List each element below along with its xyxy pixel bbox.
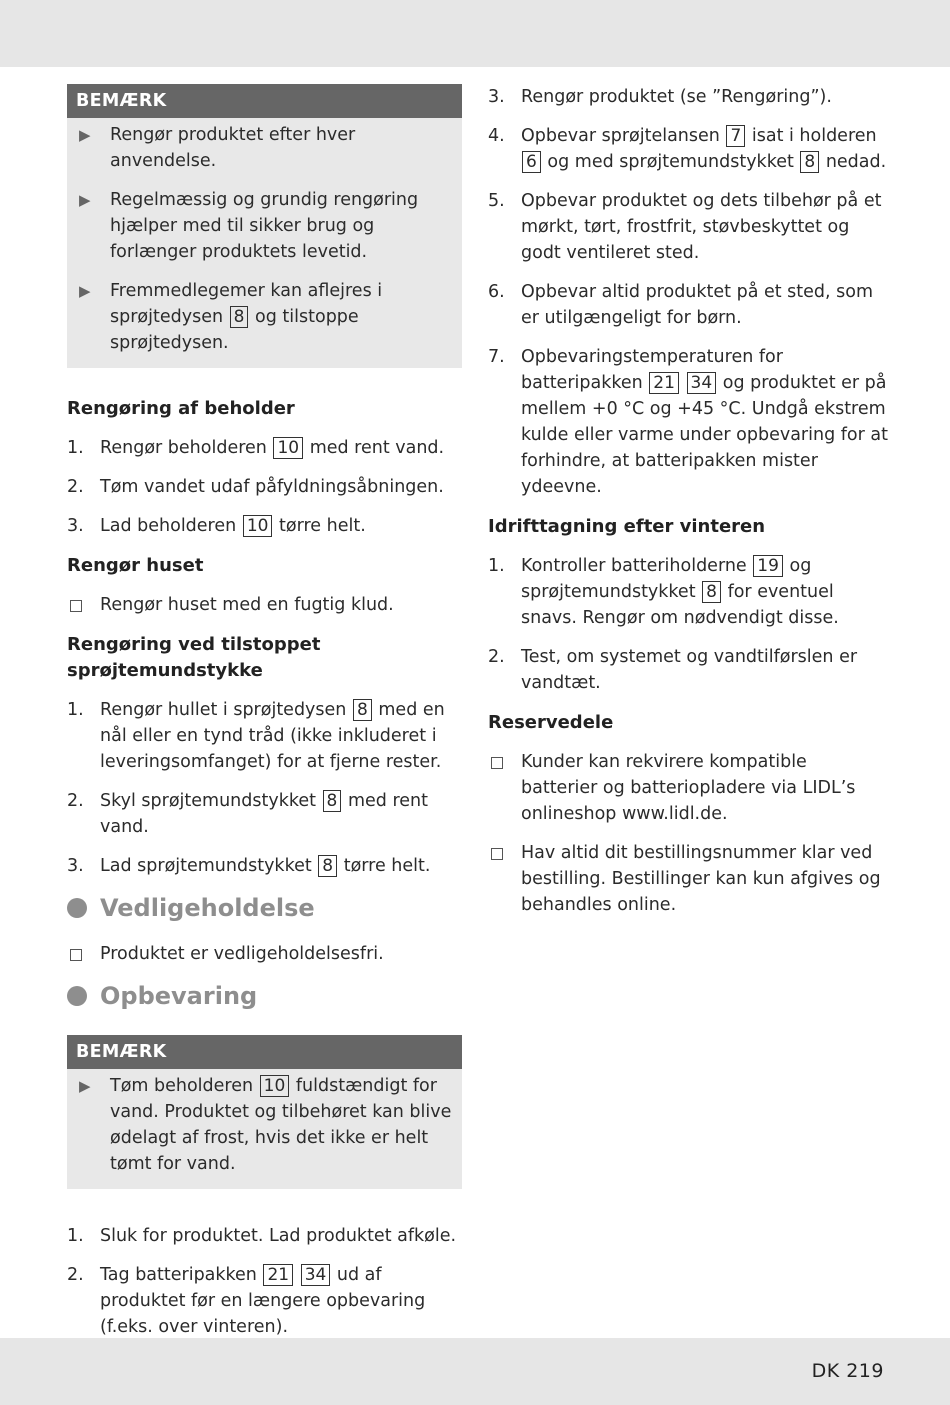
triangle-bullet-icon: ▶ — [79, 282, 91, 300]
part-reference: 8 — [318, 855, 337, 877]
nozzle-steps — [67, 697, 462, 879]
list-item: 3. Lad sprøjtemundstykket 8 tørre helt. — [67, 856, 431, 876]
spare-parts-list — [488, 749, 888, 918]
note-text: Fremmedlegemer kan aflejres i sprøjtedysen 8 og tilstoppe sprøjtedysen. — [110, 281, 383, 353]
note-title: BEMÆRK — [67, 84, 462, 118]
list-item: Hav altid dit bestillingsnummer klar ved bestilling. Bestillinger kan kun afgives og behandles online. — [488, 840, 888, 918]
list-item: 1. Rengør beholderen 10 med rent vand. — [67, 438, 445, 458]
note-text: Rengør produktet efter hver anvendelse. — [110, 125, 356, 171]
square-bullet-icon — [488, 749, 521, 827]
list-item: 1. Sluk for produktet. Lad produktet afkøle. — [67, 1226, 457, 1246]
container-steps — [67, 435, 462, 539]
part-reference: 21 — [263, 1264, 293, 1286]
triangle-bullet-icon: ▶ — [79, 191, 91, 209]
list-item: 7. Opbevaringstemperaturen for batteripakken 21 34 og produktet er på mellem +0 °C og +45 °C. Undgå ekstrem kulde eller varme under opbevaring for at forhindre, at batteripakken mister ydeevne. — [488, 347, 888, 497]
bottom-band — [0, 1338, 950, 1405]
list-item: 2. Skyl sprøjtemundstykket 8 med rent vand. — [67, 791, 428, 837]
list-item: 4. Opbevar sprøjtelansen 7 isat i holderen 6 og med sprøjtemundstykket 8 nedad. — [488, 126, 887, 172]
maintenance-list — [67, 941, 462, 967]
list-item: 5. Opbevar produktet og dets tilbehør på et mørkt, tørt, frostfrit, støvbeskyttet og godt ventileret sted. — [488, 191, 882, 263]
note-list — [67, 1069, 462, 1187]
list-item: 2. Tag batteripakken 21 34 ud af produktet før en længere opbevaring (f.eks. over vinteren). — [67, 1265, 426, 1337]
list-item: Produktet er vedligeholdelsesfri. — [67, 941, 462, 967]
note-text: Regelmæssig og grundig rengøring hjælper med til sikker brug og forlænger produktets levetid. — [110, 190, 419, 262]
note-title: BEMÆRK — [67, 1035, 462, 1069]
part-reference: 7 — [726, 125, 745, 147]
bullet-dot-icon — [67, 986, 87, 1006]
storage-steps-continued — [488, 84, 888, 500]
section-storage: Opbevaring — [67, 981, 462, 1011]
part-reference: 21 — [649, 372, 679, 394]
after-winter-steps — [488, 553, 888, 696]
square-bullet-icon — [67, 941, 100, 967]
part-reference: 19 — [753, 555, 783, 577]
list-item: 6. Opbevar altid produktet på et sted, som er utilgængeligt for børn. — [488, 282, 874, 328]
left-column — [67, 84, 462, 1354]
part-reference: 8 — [353, 699, 372, 721]
part-reference: 8 — [323, 790, 342, 812]
storage-steps — [67, 1223, 462, 1340]
heading-container-cleaning: Rengøring af beholder — [67, 398, 295, 419]
bullet-dot-icon — [67, 898, 87, 918]
note-item — [77, 187, 456, 265]
list-item: 3. Rengør produktet (se ”Rengøring”). — [488, 87, 832, 107]
top-band — [0, 0, 950, 67]
heading-after-winter: Idrifttagning efter vinteren — [488, 516, 766, 537]
part-reference: 10 — [243, 515, 273, 537]
list-item: Kunder kan rekvirere kompatible batterier og batteriopladere via LIDL’s onlineshop www.lidl.de. — [488, 749, 888, 827]
note-item — [77, 278, 456, 356]
square-bullet-icon — [67, 592, 100, 618]
part-reference: 10 — [260, 1075, 290, 1097]
heading-nozzle: Rengøring ved tilstoppet sprøjtemundstykke — [67, 634, 321, 681]
note-list — [67, 118, 462, 366]
list-item: 3. Lad beholderen 10 tørre helt. — [67, 516, 366, 536]
list-item: Rengør huset med en fugtig klud. — [67, 592, 462, 618]
right-column — [488, 84, 888, 932]
part-reference: 8 — [702, 581, 721, 603]
triangle-bullet-icon: ▶ — [79, 1077, 91, 1095]
list-item: 1. Kontroller batteriholderne 19 og sprøjtemundstykket 8 for eventuel snavs. Rengør om nødvendigt disse. — [488, 556, 839, 628]
page-number: DK 219 — [811, 1360, 884, 1382]
note-text: Tøm beholderen 10 fuldstændigt for vand. Produktet og tilbehøret kan blive ødelagt af frost, hvis det ikke er helt tømt for vand. — [110, 1076, 452, 1174]
part-reference: 34 — [301, 1264, 331, 1286]
heading-housing: Rengør huset — [67, 555, 204, 576]
heading-spare-parts: Reservedele — [488, 712, 614, 733]
part-reference: 34 — [687, 372, 717, 394]
section-maintenance: Vedligeholdelse — [67, 893, 462, 923]
note-box — [67, 84, 462, 368]
part-reference: 8 — [230, 306, 249, 328]
note-item — [77, 122, 456, 174]
note-box — [67, 1035, 462, 1189]
square-bullet-icon — [488, 840, 521, 918]
part-reference: 8 — [800, 151, 819, 173]
housing-list — [67, 592, 462, 618]
part-reference: 6 — [522, 151, 541, 173]
note-item — [77, 1073, 456, 1177]
triangle-bullet-icon: ▶ — [79, 126, 91, 144]
list-item: 1. Rengør hullet i sprøjtedysen 8 med en nål eller en tynd tråd (ikke inkluderet i leveringsomfanget) for at fjerne rester. — [67, 700, 445, 772]
part-reference: 10 — [273, 437, 303, 459]
list-item: 2. Tøm vandet udaf påfyldningsåbningen. — [67, 477, 444, 497]
list-item: 2. Test, om systemet og vandtilførslen er vandtæt. — [488, 647, 858, 693]
